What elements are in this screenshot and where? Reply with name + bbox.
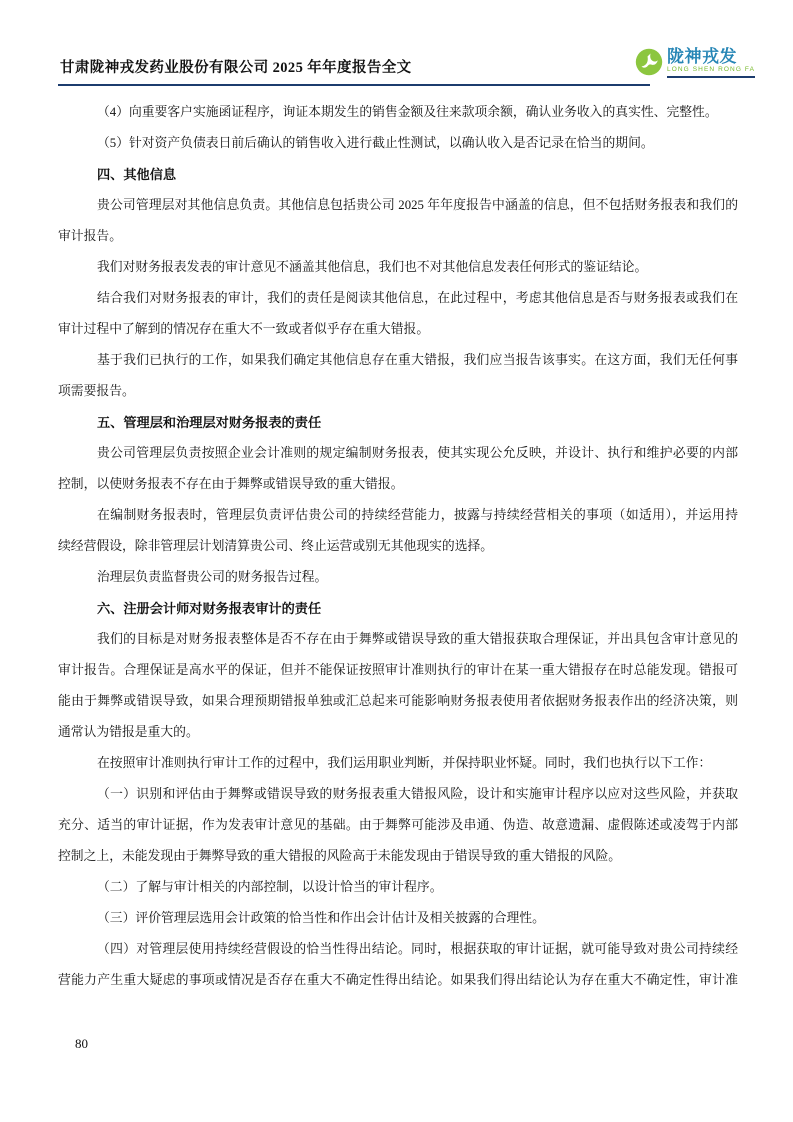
text-line: 通常认为错报是重大的。	[58, 725, 199, 739]
text-line: 基于我们已执行的工作，如果我们确定其他信息存在重大错报，我们应当报告该事实。在这方面，我们无任何事	[97, 353, 738, 367]
paragraph	[58, 562, 738, 593]
logo-text-underline	[667, 48, 755, 78]
text-line: （三）评价管理层选用会计政策的恰当性和作出会计估计及相关披露的合理性。	[97, 911, 545, 925]
paragraph	[58, 97, 738, 128]
paragraph	[58, 438, 738, 500]
text-line: （4）向重要客户实施函证程序，询证本期发生的销售金额及往来款项余额，确认业务收入的真实性、完整性。	[97, 105, 718, 119]
text-line: （5）针对资产负债表日前后确认的销售收入进行截止性测试，以确认收入是否记录在恰当的期间。	[97, 136, 654, 150]
paragraph	[58, 748, 738, 779]
page-number: 80	[75, 1036, 88, 1051]
text-line: 控制之上，未能发现由于舞弊导致的重大错报的风险高于未能发现由于错误导致的重大错报的风险。	[58, 849, 622, 863]
text-line: 贵公司管理层负责按照企业会计准则的规定编制财务报表，使其实现公允反映，并设计、执行和维护必要的内部	[97, 446, 738, 460]
text-line: 控制，以使财务报表不存在由于舞弊或错误导致的重大错报。	[58, 477, 404, 491]
paragraph	[58, 128, 738, 159]
paragraph	[58, 283, 738, 345]
company-logo	[635, 48, 755, 78]
text-line: 治理层负责监督贵公司的财务报告过程。	[97, 570, 328, 584]
text-line: 我们的目标是对财务报表整体是否不存在由于舞弊或错误导致的重大错报获取合理保证，并出具包含审计意见的	[97, 632, 738, 646]
header-title: 甘肃陇神戎发药业股份有限公司 2025 年年度报告全文	[60, 60, 412, 76]
text-line: 贵公司管理层对其他信息负责。其他信息包括贵公司 2025 年年度报告中涵盖的信息，但不包括财务报表和我们的	[97, 198, 738, 212]
text-line: 我们对财务报表发表的审计意见不涵盖其他信息，我们也不对其他信息发表任何形式的鉴证结论。	[97, 260, 648, 274]
text-line: 审计报告。	[58, 229, 122, 243]
text-line: （二）了解与审计相关的内部控制，以设计恰当的审计程序。	[97, 880, 443, 894]
text-line: 项需要报告。	[58, 384, 135, 398]
paragraph	[58, 252, 738, 283]
paragraph	[58, 624, 738, 748]
text-line: （一）识别和评估由于舞弊或错误导致的财务报表重大错报风险，设计和实施审计程序以应对这些风险，并获取	[97, 787, 738, 801]
logo-cn-text: 陇神戎发	[667, 47, 737, 66]
paragraph	[58, 903, 738, 934]
text-line: 在编制财务报表时，管理层负责评估贵公司的持续经营能力，披露与持续经营相关的事项（如适用），并运用持	[97, 508, 738, 522]
section-heading	[58, 593, 738, 624]
paragraph	[58, 345, 738, 407]
text-line: （四）对管理层使用持续经营假设的恰当性得出结论。同时，根据获取的审计证据，就可能导致对贵公司持续经	[97, 942, 738, 956]
text-line: 结合我们对财务报表的审计，我们的责任是阅读其他信息，在此过程中，考虑其他信息是否与财务报表或我们在	[97, 291, 738, 305]
paragraph	[58, 934, 738, 996]
text-line: 四、其他信息	[97, 167, 177, 182]
paragraph	[58, 500, 738, 562]
section-heading	[58, 407, 738, 438]
header-rule	[58, 84, 650, 86]
logo-en-text: LONG SHEN RONG FA	[667, 66, 756, 73]
text-line: 六、注册会计师对财务报表审计的责任	[97, 601, 322, 616]
text-line: 充分、适当的审计证据，作为发表审计意见的基础。由于舞弊可能涉及串通、伪造、故意遗漏、虚假陈述或凌驾于内部	[58, 818, 738, 832]
text-line: 营能力产生重大疑虑的事项或情况是否存在重大不确定性得出结论。如果我们得出结论认为存在重大不确定性，审计准	[58, 973, 738, 987]
document-body	[58, 97, 738, 996]
text-line: 审计报告。合理保证是高水平的保证，但并不能保证按照审计准则执行的审计在某一重大错报存在时总能发现。错报可	[58, 663, 738, 677]
text-line: 审计过程中了解到的情况存在重大不一致或者似乎存在重大错报。	[58, 322, 430, 336]
text-line: 续经营假设，除非管理层计划清算贵公司、终止运营或别无其他现实的选择。	[58, 539, 494, 553]
section-heading	[58, 159, 738, 190]
paragraph	[58, 190, 738, 252]
text-line: 能由于舞弊或错误导致，如果合理预期错报单独或汇总起来可能影响财务报表使用者依据财务报表作出的经济决策，则	[58, 694, 738, 708]
logo-circle-icon	[635, 48, 663, 76]
text-line: 在按照审计准则执行审计工作的过程中，我们运用职业判断，并保持职业怀疑。同时，我们也执行以下工作：	[97, 756, 712, 770]
paragraph	[58, 872, 738, 903]
text-line: 五、管理层和治理层对财务报表的责任	[97, 415, 322, 430]
paragraph	[58, 779, 738, 872]
